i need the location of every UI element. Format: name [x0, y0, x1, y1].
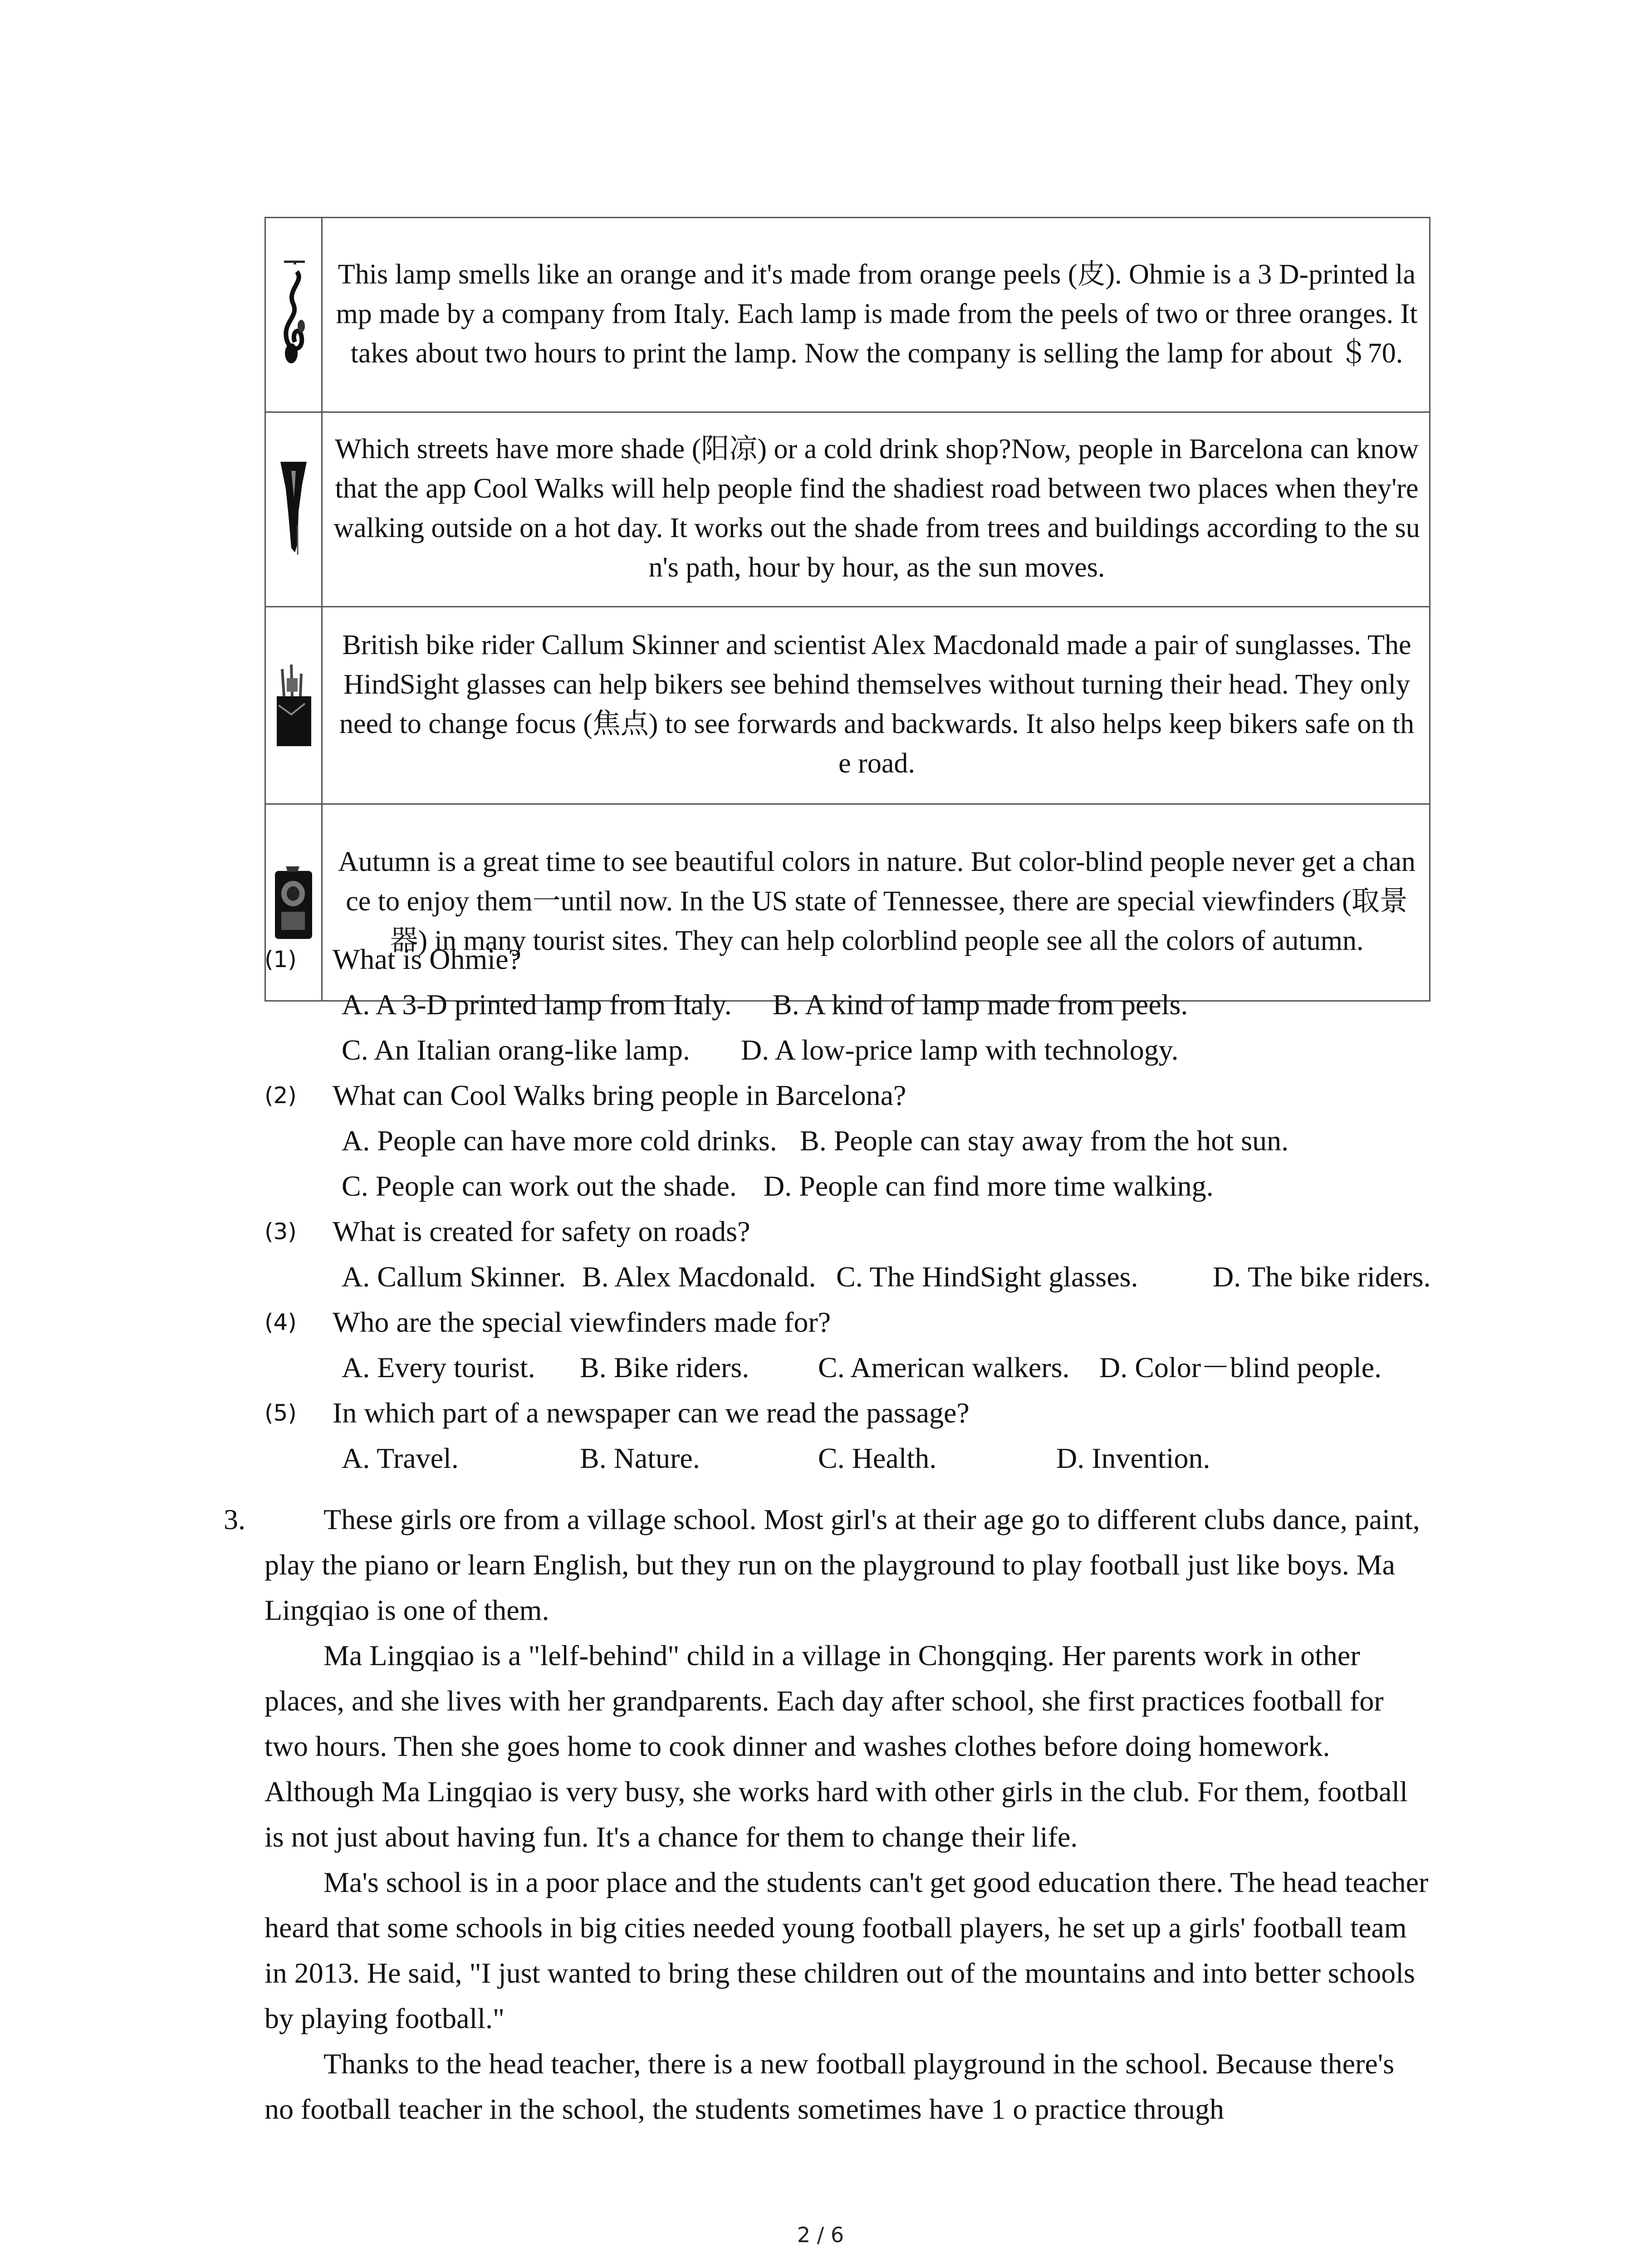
option-b: B. A kind of lamp made from peels.: [773, 988, 1188, 1021]
option-c: C. American walkers.: [818, 1351, 1070, 1383]
option-line: [342, 1254, 1430, 1300]
passage-paragraph: Ma Lingqiao is a "lelf-behind" child in a village in Chongqing. Her parents work in other places, and she lives with her grandparents. Each day after school, she first practices football for two hours. Then she goes home to cook dinner and washes clothes before doing homework. Although Ma Lingqiao is very busy, she works hard with other girls in the club. For them, football is not just about having fun. It's a chance for them to change their life.: [265, 1639, 1408, 1853]
option-a: A. Every tourist.: [342, 1351, 535, 1383]
option-line: [342, 1345, 1430, 1390]
option-c: C. People can work out the shade.: [342, 1170, 737, 1202]
item-text: British bike rider Callum Skinner and scientist Alex Macdonald made a pair of sunglasses. The HindSight glasses can help bikers see behind themselves without turning their head. They only need to change focus (焦点) to see forwards and backwards. It also helps keep bikers safe on the road.: [322, 607, 1430, 804]
question-stem: Who are the special viewfinders made for?: [333, 1306, 831, 1338]
passage-paragraph: Ma's school is in a poor place and the students can't get good education there. The head teacher heard that some schools in big cities needed young football players, he set up a girls' football team in 2013. He said, "I just wanted to bring these children out of the mountains and into better schools by playing football.": [265, 1866, 1429, 2034]
question-stem: In which part of a newspaper can we read the passage?: [333, 1397, 970, 1429]
option-a: A. Callum Skinner.: [342, 1261, 566, 1293]
option-d: D. Color－blind people.: [1099, 1351, 1382, 1383]
option-d: D. Invention.: [1056, 1442, 1210, 1474]
question-stem: What can Cool Walks bring people in Barcelona?: [333, 1079, 906, 1111]
option-a: A. A 3-D printed lamp from Italy.: [342, 988, 732, 1021]
hindsight-glasses-photo: [273, 660, 314, 751]
image-cell: [265, 218, 322, 412]
question-stem: What is Ohmie?: [333, 943, 521, 975]
question: [265, 937, 1430, 1073]
option-line: [342, 1118, 1430, 1163]
image-cell: [265, 607, 322, 804]
image-cell: [265, 412, 322, 607]
reading-passage: [224, 1497, 1430, 2132]
table-row: [265, 412, 1430, 607]
option-line: [342, 1027, 1430, 1073]
item-text: This lamp smells like an orange and it's made from orange peels (皮). Ohmie is a 3 D-printed lamp made by a company from Italy. Each lamp is made from the peels of two or three oranges. It takes about two hours to print the lamp. Now the company is selling the lamp for about ＄70.: [322, 218, 1430, 412]
option-line: [342, 1163, 1430, 1209]
option-c: C. An Italian orang-like lamp.: [342, 1034, 690, 1066]
item-text: Which streets have more shade (阳凉) or a cold drink shop?Now, people in Barcelona can know that the app Cool Walks will help people find the shadiest road between two places when they're walking outside on a hot day. It works out the shade from trees and buildings according to the sun's path, hour by hour, as the sun moves.: [322, 412, 1430, 607]
option-d: D. People can find more time walking.: [764, 1170, 1214, 1202]
option-c: C. Health.: [818, 1442, 937, 1474]
table-row: [265, 607, 1430, 804]
question: [265, 1390, 1430, 1481]
question: [265, 1073, 1430, 1209]
option-line: [342, 1436, 1430, 1481]
item-text: Autumn is a great time to see beautiful colors in nature. But color-blind people never get a chance to enjoy them一until now. In the US state of Tennessee, there are special viewfinders (取景器) in many tourist sites. They can help colorblind people see all the colors of autumn.: [322, 804, 1430, 1001]
viewfinder-photo: [272, 862, 315, 943]
option-b: B. Nature.: [580, 1442, 700, 1474]
question-list: [265, 937, 1430, 1481]
question-number: (5): [265, 1400, 297, 1426]
question-number: (4): [265, 1309, 297, 1335]
option-d: D. A low-price lamp with technology.: [741, 1034, 1179, 1066]
option-a: A. People can have more cold drinks.: [342, 1124, 777, 1157]
option-d: D. The bike riders.: [1213, 1261, 1431, 1293]
items-table: [265, 217, 1430, 1002]
passage-paragraph: Thanks to the head teacher, there is a new football playground in the school. Because there's no football teacher in the school, the students sometimes have 1 o practice through: [265, 2048, 1395, 2125]
passage-paragraph: These girls ore from a village school. Most girl's at their age go to different clubs dance, paint, play the piano or learn English, but they run on the playground to play football just like boys. Ma Lingqiao is one of them.: [265, 1503, 1420, 1626]
question-number: (3): [265, 1218, 297, 1245]
question-number: (2): [265, 1082, 297, 1109]
question: [265, 1300, 1430, 1390]
option-a: A. Travel.: [342, 1442, 459, 1474]
option-b: B. People can stay away from the hot sun.: [800, 1124, 1289, 1157]
question: [265, 1209, 1430, 1300]
table-row: [265, 218, 1430, 412]
option-b: B. Bike riders.: [580, 1351, 749, 1383]
question-number: (1): [265, 946, 297, 973]
passage-number: 3.: [224, 1503, 245, 1535]
option-line: [342, 982, 1430, 1027]
page-number: 2 / 6: [797, 2223, 844, 2247]
cool-walks-app-photo: [278, 457, 309, 562]
option-c: C. The HindSight glasses.: [836, 1261, 1138, 1293]
orange-peel-lamp-photo: [278, 258, 309, 371]
option-b: B. Alex Macdonald.: [582, 1261, 816, 1293]
question-stem: What is created for safety on roads?: [333, 1215, 750, 1247]
